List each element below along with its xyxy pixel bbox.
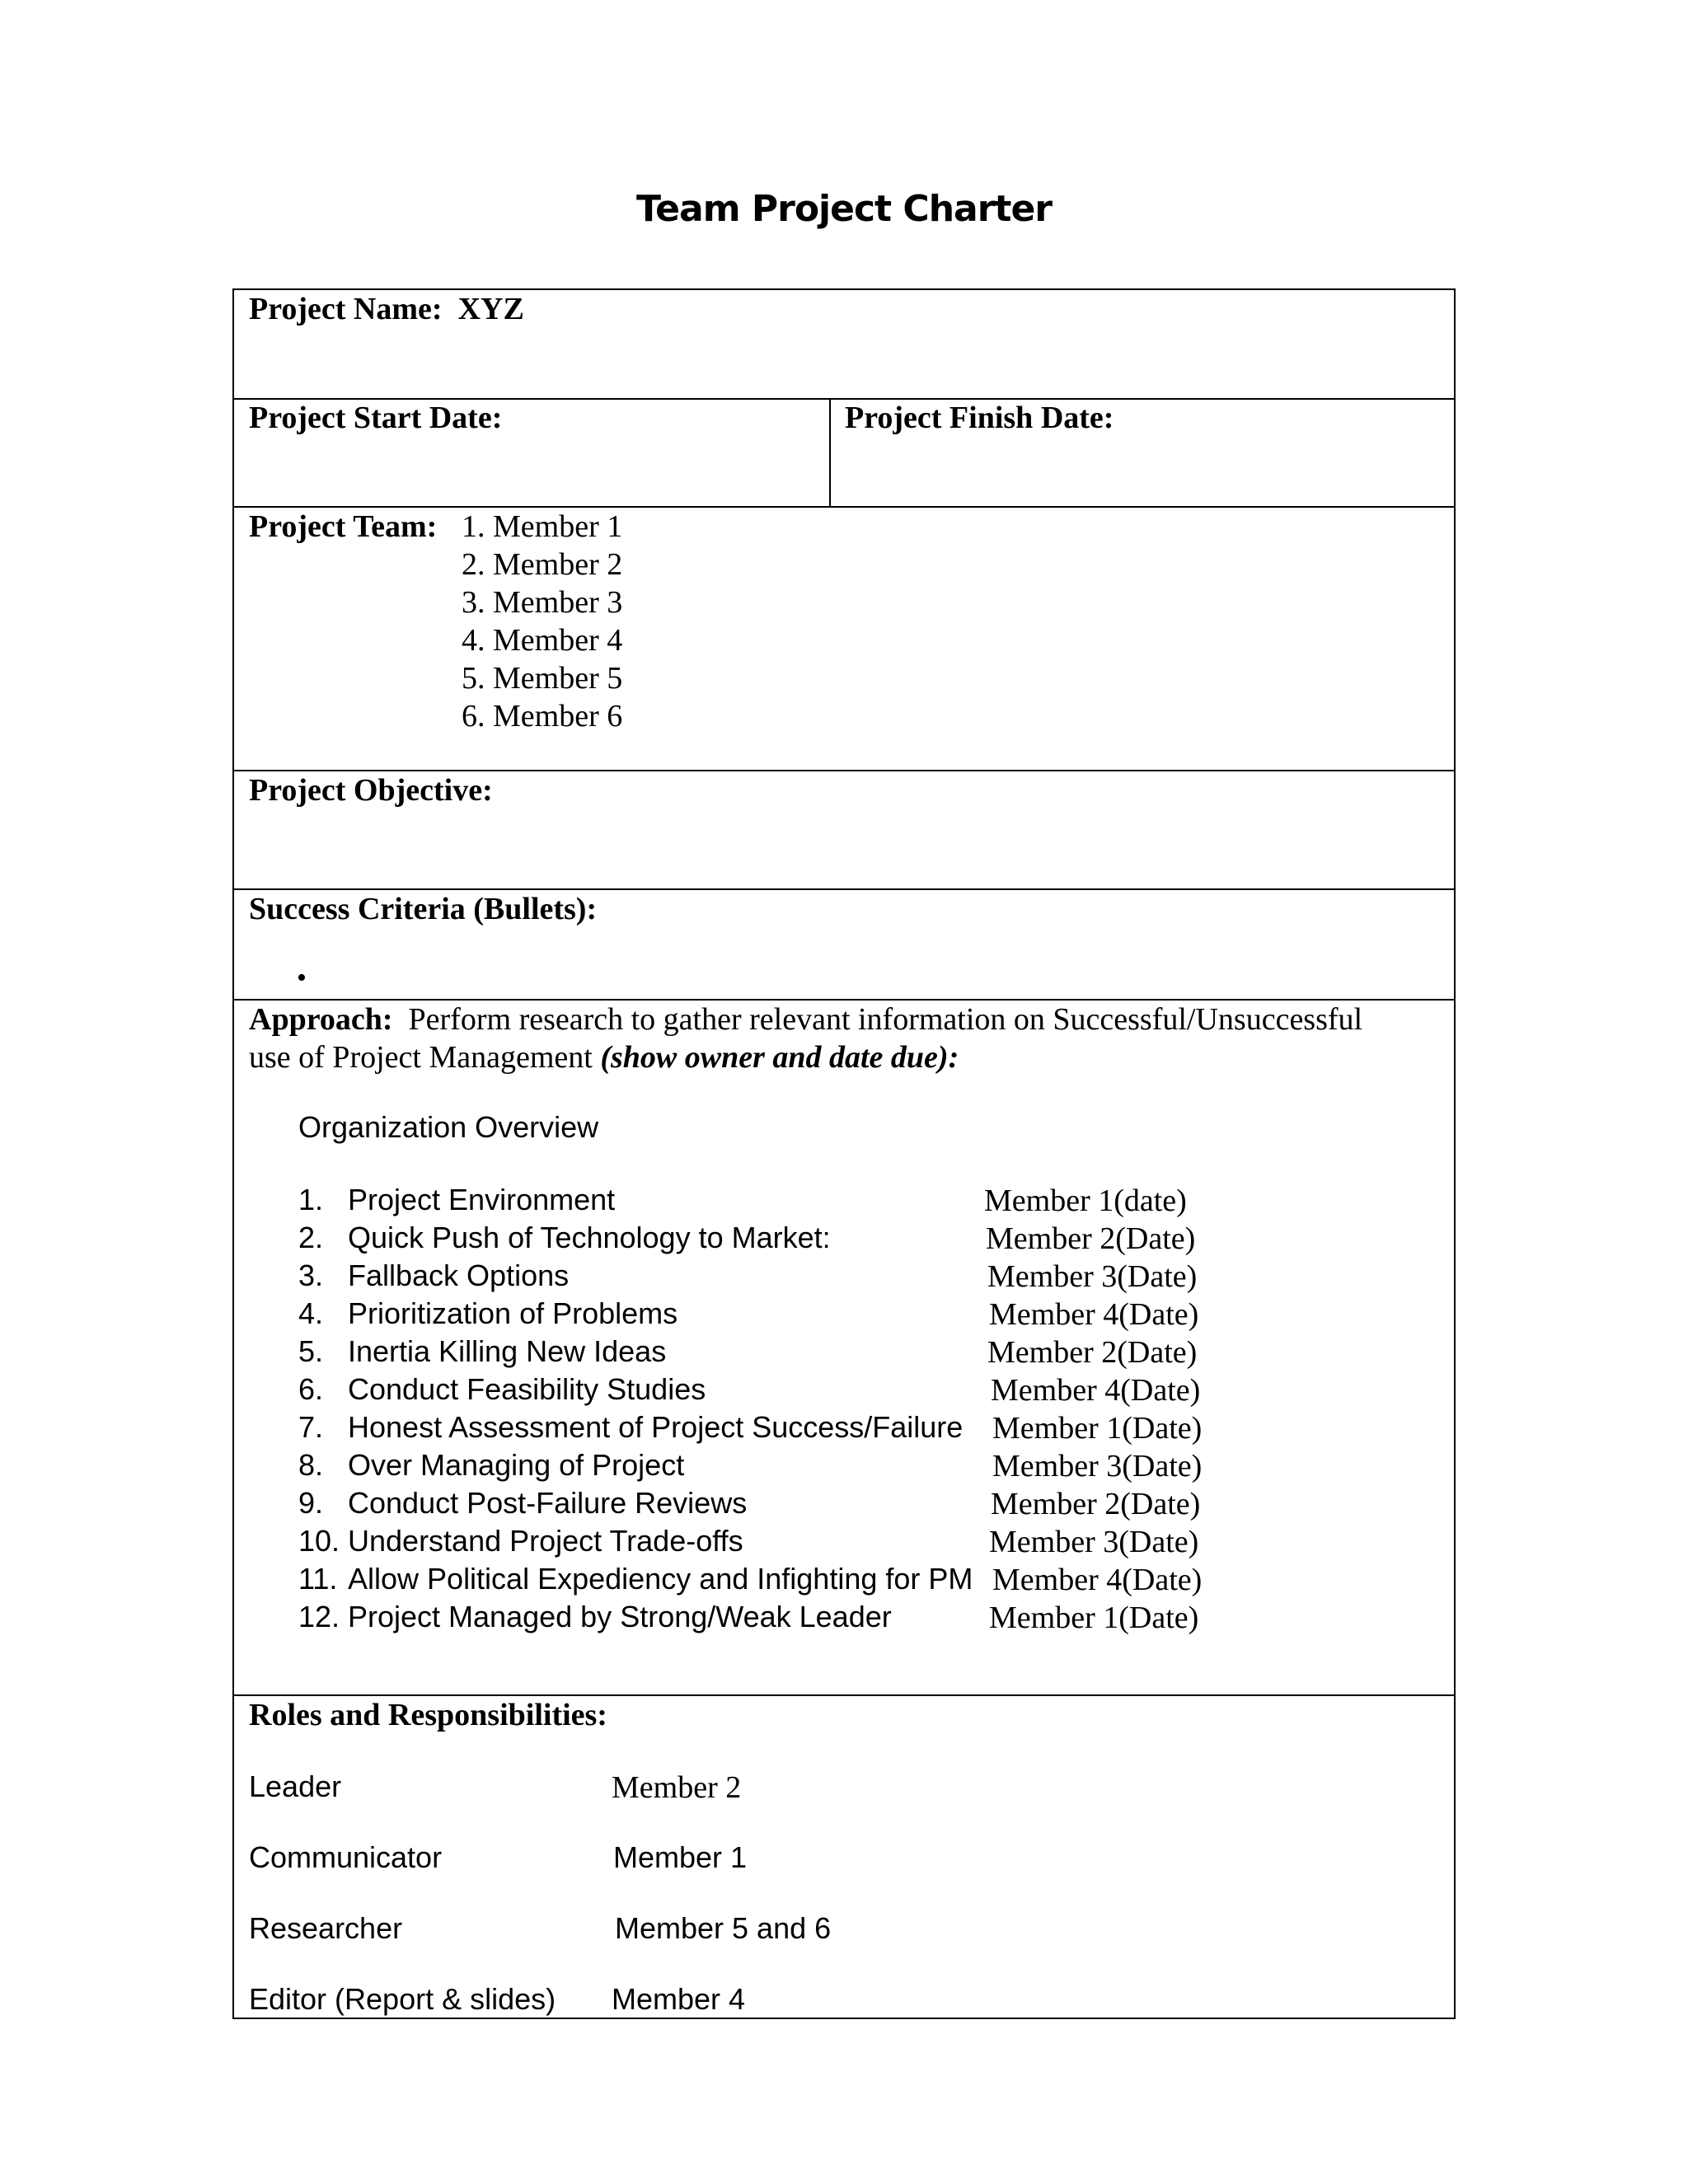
task-number: 8.: [298, 1448, 324, 1482]
role-name: Leader: [249, 1769, 342, 1803]
finish-date-label: Project Finish Date:: [845, 401, 1114, 435]
row-divider: [234, 1694, 1454, 1696]
role-name: Researcher: [249, 1911, 403, 1945]
task-title: Understand Project Trade-offs: [348, 1524, 743, 1558]
task-owner: Member 3(Date): [992, 1449, 1203, 1483]
task-title: Honest Assessment of Project Success/Failure: [348, 1410, 964, 1444]
row-divider: [234, 770, 1454, 771]
task-title: Over Managing of Project: [348, 1448, 685, 1482]
team-member: 5. Member 5: [462, 661, 623, 696]
task-owner: Member 1(date): [984, 1183, 1187, 1218]
role-member: Member 2: [612, 1770, 742, 1805]
task-number: 6.: [298, 1372, 324, 1406]
task-owner: Member 4(Date): [991, 1373, 1201, 1408]
role-name: Editor (Report & slides): [249, 1982, 556, 2016]
row-divider: [234, 888, 1454, 890]
task-title: Allow Political Expediency and Infighting for PM: [348, 1562, 973, 1596]
roles-label: Roles and Responsibilities:: [249, 1698, 607, 1732]
row-divider: [234, 506, 1454, 508]
approach-label: Approach:: [249, 1002, 393, 1037]
task-owner: Member 3(Date): [989, 1525, 1199, 1559]
task-number: 10.: [298, 1524, 340, 1558]
task-title: Fallback Options: [348, 1258, 570, 1292]
task-owner: Member 1(Date): [989, 1601, 1199, 1635]
task-title: Project Managed by Strong/Weak Leader: [348, 1600, 892, 1633]
task-number: 7.: [298, 1410, 324, 1444]
success-criteria-label: Success Criteria (Bullets):: [249, 892, 598, 926]
task-title: Prioritization of Problems: [348, 1296, 678, 1330]
row-divider: [234, 999, 1454, 1001]
task-owner: Member 1(Date): [992, 1411, 1203, 1446]
charter-table: [232, 288, 1456, 2019]
task-title: Conduct Post-Failure Reviews: [348, 1486, 748, 1520]
row-divider: [234, 398, 1454, 400]
approach-emphasis: (show owner and date due):: [600, 1040, 959, 1075]
task-number: 9.: [298, 1486, 324, 1520]
document-title: Team Project Charter: [636, 188, 1052, 230]
role-member: Member 1: [613, 1840, 748, 1874]
bullet-point: •: [297, 963, 307, 993]
organization-overview: Organization Overview: [298, 1110, 599, 1144]
task-title: Quick Push of Technology to Market:: [348, 1221, 831, 1254]
approach-line-2: [249, 1042, 959, 1073]
project-objective-label: Project Objective:: [249, 773, 493, 808]
role-name: Communicator: [249, 1840, 443, 1874]
task-number: 5.: [298, 1334, 324, 1368]
role-member: Member 4: [612, 1982, 746, 2016]
project-name-value: XYZ: [457, 292, 524, 326]
task-number: 3.: [298, 1258, 324, 1292]
task-owner: Member 3(Date): [987, 1259, 1198, 1294]
project-name-label: Project Name:: [249, 292, 443, 326]
task-owner: Member 4(Date): [989, 1297, 1199, 1332]
task-owner: Member 2(Date): [987, 1335, 1198, 1370]
start-date-label: Project Start Date:: [249, 401, 503, 435]
team-member: 1. Member 1: [462, 509, 623, 544]
project-name-cell: [249, 293, 524, 325]
task-title: Project Environment: [348, 1183, 616, 1216]
column-divider: [829, 398, 831, 506]
task-owner: Member 4(Date): [992, 1563, 1203, 1597]
team-member: 3. Member 3: [462, 585, 623, 620]
team-member: 6. Member 6: [462, 699, 623, 733]
task-number: 1.: [298, 1183, 324, 1216]
task-number: 2.: [298, 1221, 324, 1254]
team-member: 4. Member 4: [462, 623, 623, 658]
project-team-label: Project Team:: [249, 509, 438, 544]
approach-text: Perform research to gather relevant information on Successful/Unsuccessful: [408, 1002, 1363, 1037]
task-title: Conduct Feasibility Studies: [348, 1372, 706, 1406]
task-owner: Member 2(Date): [986, 1221, 1196, 1256]
task-owner: Member 2(Date): [991, 1487, 1201, 1521]
role-member: Member 5 and 6: [615, 1911, 832, 1945]
approach-text-continued: use of Project Management: [249, 1040, 593, 1075]
approach-line-1: [249, 1004, 1362, 1035]
team-member: 2. Member 2: [462, 547, 623, 582]
task-number: 11.: [298, 1562, 338, 1596]
task-number: 12.: [298, 1600, 340, 1633]
task-title: Inertia Killing New Ideas: [348, 1334, 667, 1368]
task-number: 4.: [298, 1296, 324, 1330]
